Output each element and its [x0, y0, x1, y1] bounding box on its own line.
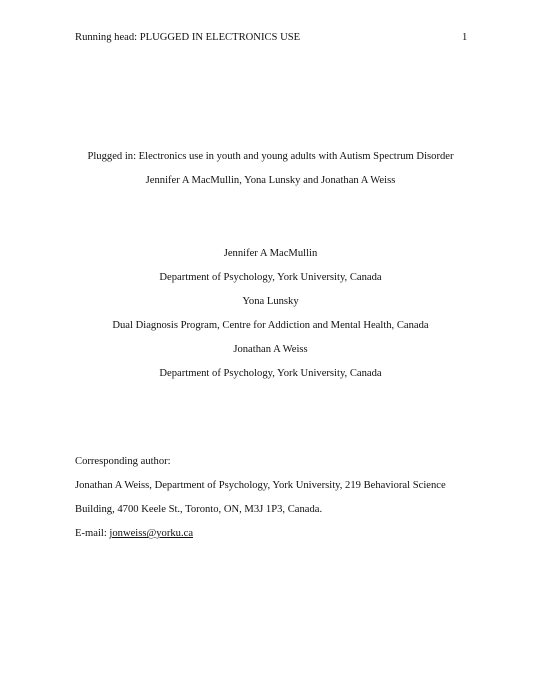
authors-line: Jennifer A MacMullin, Yona Lunsky and Jonathan A Weiss: [145, 175, 396, 186]
author-name-3: Jonathan A Weiss: [233, 344, 308, 355]
author-name-2: Yona Lunsky: [242, 296, 299, 307]
paper-title: Plugged in: Electronics use in youth and young adults with Autism Spectrum Disorder: [87, 151, 454, 162]
email-label: E-mail:: [75, 528, 110, 539]
email-link[interactable]: jonweiss@yorku.ca: [109, 528, 194, 539]
author-name-1: Jennifer A MacMullin: [223, 248, 318, 259]
email-line: [75, 529, 193, 540]
corresponding-address-line-2: Building, 4700 Keele St., Toronto, ON, M3J 1P3, Canada.: [75, 504, 323, 515]
corresponding-author-label: Corresponding author:: [75, 456, 171, 467]
author-affiliation-2: Dual Diagnosis Program, Centre for Addiction and Mental Health, Canada: [112, 320, 429, 331]
corresponding-address-line-1: Jonathan A Weiss, Department of Psychology, York University, 219 Behavioral Science: [75, 480, 446, 491]
running-head: Running head: PLUGGED IN ELECTRONICS USE: [75, 32, 301, 43]
page-number: 1: [462, 32, 468, 43]
author-affiliation-1: Department of Psychology, York University, Canada: [159, 272, 382, 283]
author-affiliation-3: Department of Psychology, York University, Canada: [159, 368, 382, 379]
